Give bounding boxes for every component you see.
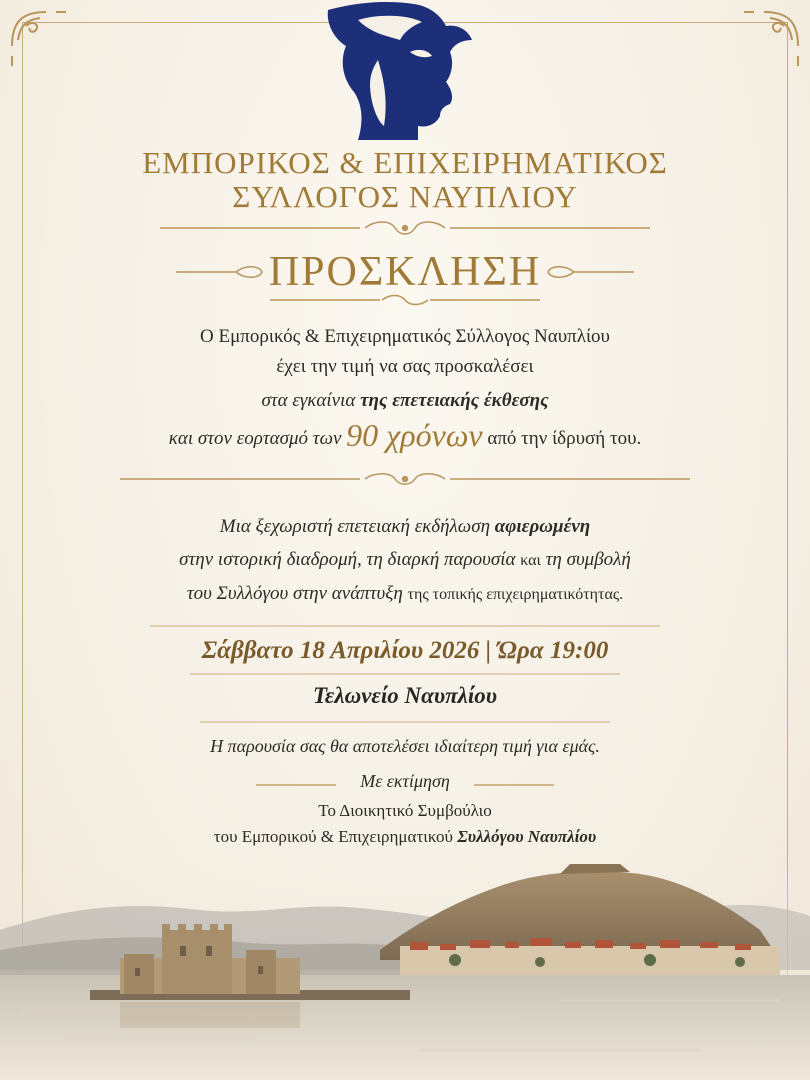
intro-line2: έχει την τιμή να σας προσκαλέσει xyxy=(276,356,534,377)
event-venue: Τελωνείο Ναυπλίου xyxy=(312,683,498,708)
intro-line4 xyxy=(0,417,810,454)
corner-ornament-icon xyxy=(6,6,70,70)
description-line2-end: τη συμβολή xyxy=(540,549,631,570)
description-line3-text: του Συλλόγου στην ανάπτυξη xyxy=(186,583,408,604)
rule-divider xyxy=(190,672,620,676)
rule-divider xyxy=(150,624,660,628)
presence-note: Η παρουσία σας θα αποτελέσει ιδιαίτερη τιμή για εμάς. xyxy=(210,736,600,756)
corner-ornament-icon xyxy=(740,6,804,70)
flourish-divider-icon xyxy=(544,262,634,282)
intro-line4-end: από την ίδρυσή του. xyxy=(482,428,642,449)
organization-name xyxy=(0,146,810,214)
description-line2-text: στην ιστορική διαδρομή, τη διαρκή παρουσία xyxy=(179,549,521,570)
description-line1-text: Μια ξεχωριστή επετειακή εκδήλωση xyxy=(219,516,495,537)
regards: Με εκτίμηση xyxy=(360,771,450,791)
description-line3-end: της τοπικής επιχειρηματικότητας. xyxy=(407,586,624,603)
board-signature xyxy=(0,798,810,850)
description-line3 xyxy=(0,577,810,611)
description-line1 xyxy=(0,510,810,543)
board-line2-emphasis: Συλλόγου Ναυπλίου xyxy=(457,827,597,846)
intro-line3-emphasis: της επετειακής έκθεσης xyxy=(360,390,549,411)
nafplio-landscape-icon xyxy=(0,850,810,1080)
description-line1-emphasis: αφιερωμένη xyxy=(494,516,591,537)
page-title: ΠΡΟΣΚΛΗΣΗ xyxy=(268,249,542,295)
description-line2-and: και xyxy=(520,552,541,569)
organization-name-line1: ΕΜΠΟΡΙΚΟΣ & ΕΠΙΧΕΙΡΗΜΑΤΙΚΟΣ xyxy=(142,145,668,180)
intro-paragraph xyxy=(0,322,810,454)
anniversary-years: 90 χρόνων xyxy=(346,417,483,453)
flourish-divider-icon xyxy=(176,262,266,282)
intro-line3-text: στα εγκαίνια xyxy=(261,390,361,411)
description-paragraph xyxy=(0,510,810,611)
intro-line3 xyxy=(0,386,810,416)
event-date-time: Σάββατο 18 Απριλίου 2026 | Ώρα 19:00 xyxy=(201,637,609,664)
flourish-divider-icon xyxy=(120,470,690,488)
rule-divider xyxy=(200,720,610,724)
description-line2 xyxy=(0,543,810,577)
flourish-divider-icon xyxy=(270,292,540,308)
board-line2-text: του Εμπορικού & Επιχειρηματικού xyxy=(213,827,458,846)
helmeted-head-logo-icon xyxy=(318,0,484,140)
flourish-divider-icon xyxy=(160,218,650,238)
intro-line1: Ο Εμπορικός & Επιχειρηματικός Σύλλογος Ναυπλίου xyxy=(200,326,610,347)
board-line2 xyxy=(0,824,810,850)
board-line1: Το Διοικητικό Συμβούλιο xyxy=(318,801,492,820)
organization-name-line2: ΣΥΛΛΟΓΟΣ ΝΑΥΠΛΙΟΥ xyxy=(232,179,578,214)
intro-line4-text: και στον εορτασμό των xyxy=(168,428,347,449)
